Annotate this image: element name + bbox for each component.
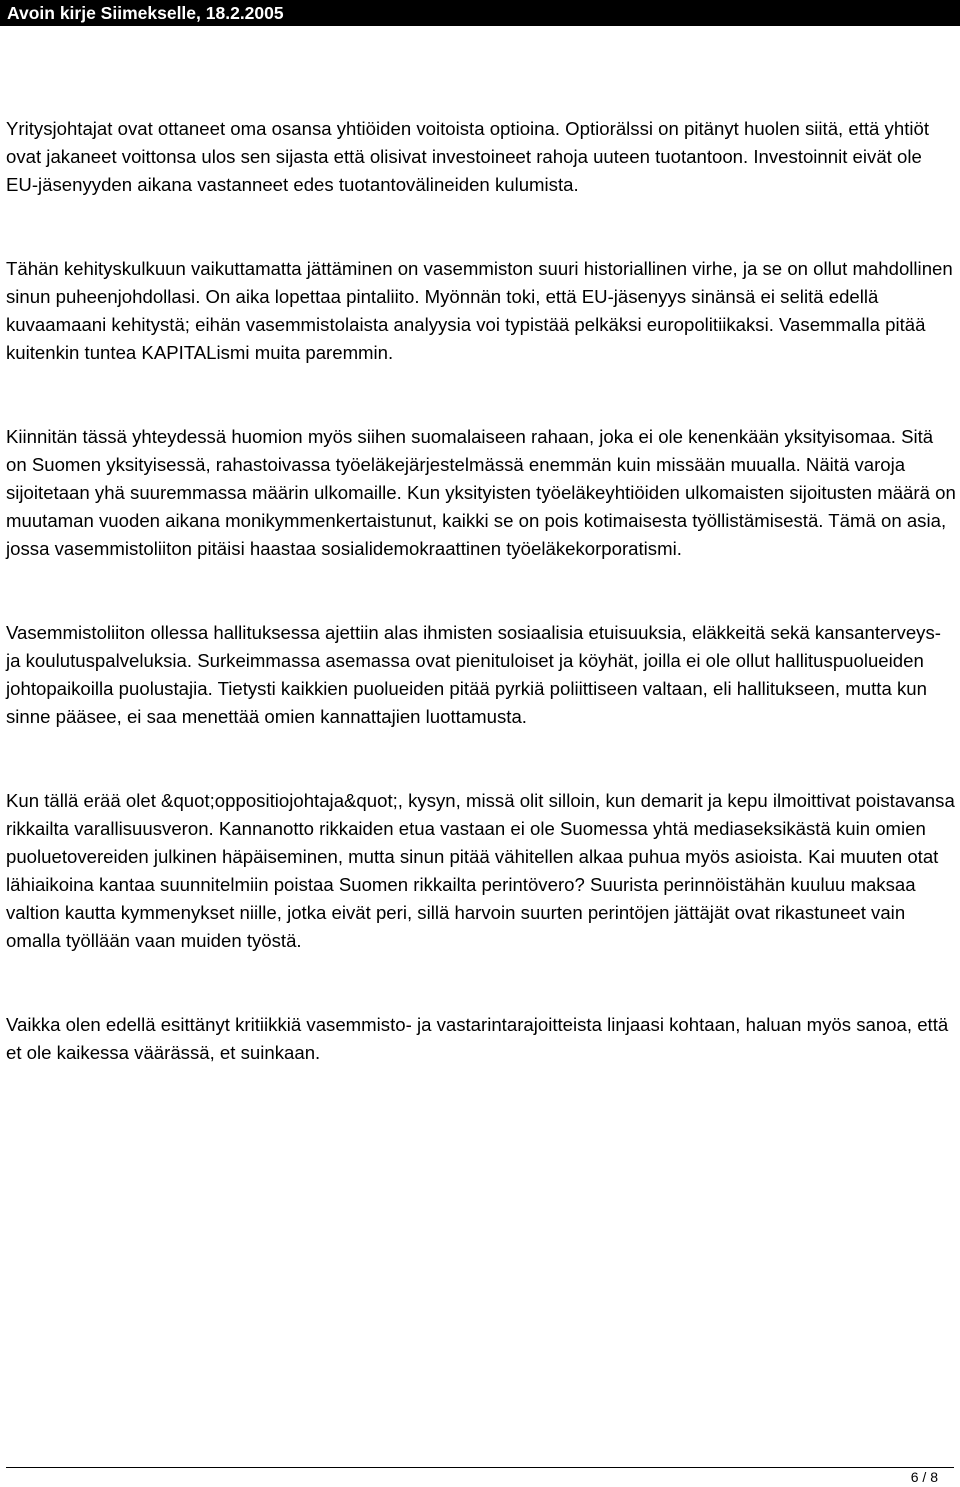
paragraph-4: Vasemmistoliiton ollessa hallituksessa ajettiin alas ihmisten sosiaalisia etuisuuksia, eläkkeitä sekä kansanterveys- ja koulutuspalveluksia. Surkeimmassa asemassa ovat pienituloiset ja köyhät, joilla ei ole ollut hallituspuolueiden johtopaikoilla puolustajia. Tietysti kaikkien puolueiden pitää pyrkiä poliittiseen valtaan, eli hallitukseen, mutta kun sinne pääsee, ei saa menettää omien kannattajien luottamusta. (6, 622, 941, 727)
paragraph-1: Yritysjohtajat ovat ottaneet oma osansa yhtiöiden voitoista optioina. Optiorälssi on pitänyt huolen siitä, että yhtiöt ovat jakaneet voittonsa ulos sen sijasta että olisivat investoineet rahoja uuteen tuotantoon. Investoinnit eivät ole EU-jäsenyyden aikana vastanneet edes tuotantovälineiden kulumista. (6, 118, 929, 195)
page-number: 6 / 8 (910, 1469, 938, 1485)
document-title: Avoin kirje Siimekselle, 18.2.2005 (7, 3, 284, 23)
footer-divider (6, 1467, 954, 1468)
paragraph-5: Kun tällä erää olet &quot;oppositiojohtaja&quot;, kysyn, missä olit silloin, kun demarit ja kepu ilmoittivat poistavansa rikkailta varallisuusveron. Kannanotto rikkaiden etua vastaan ei ole Suomessa yhtä mediaseksikästä kuin omien puoluetovereiden julkinen häpäiseminen, mutta sinun pitää vähitellen alkaa puhua myös asioista. Kai muuten otat lähiaikoina kantaa suunnitelmiin poistaa Suomen rikkailta perintövero? Suurista perinnöistähän kuuluu maksaa valtion kautta kymmenykset niille, jotka eivät peri, sillä harvoin suurten perintöjen jättäjät ovat rikastuneet vain omalla työllään vaan muiden työstä. (6, 790, 955, 951)
letter-body (6, 115, 956, 1067)
paragraph-3: Kiinnitän tässä yhteydessä huomion myös siihen suomalaiseen rahaan, joka ei ole kenenkään yksityisomaa. Sitä on Suomen yksityisessä, rahastoivassa työeläkejärjestelmässä enemmän kuin missään muualla. Näitä varoja sijoitetaan yhä suuremmassa määrin ulkomaille. Kun yksityisten työeläkeyhtiöiden ulkomaisten sijoitusten määrä on muutaman vuoden aikana monikymmenkertaistunut, kaikki se on pois kotimaisesta työllistämisestä. Tämä on asia, jossa vasemmistoliiton pitäisi haastaa sosialidemokraattinen työeläkekorporatismi. (6, 426, 956, 559)
paragraph-6: Vaikka olen edellä esittänyt kritiikkiä vasemmisto- ja vastarintarajoitteista linjaasi kohtaan, haluan myös sanoa, että et ole kaikessa väärässä, et suinkaan. (6, 1014, 949, 1063)
paragraph-2: Tähän kehityskulkuun vaikuttamatta jättäminen on vasemmiston suuri historiallinen virhe, ja se on ollut mahdollinen sinun puheenjohdollasi. On aika lopettaa pintaliito. Myönnän toki, että EU-jäsenyys sinänsä ei selitä edellä kuvaamaani kehitystä; eihän vasemmistolaista analyysia voi typistää pelkäksi europolitiikaksi. Vasemmalla pitää kuitenkin tuntea KAPITALismi muita paremmin. (6, 258, 953, 363)
page-header (0, 0, 960, 26)
